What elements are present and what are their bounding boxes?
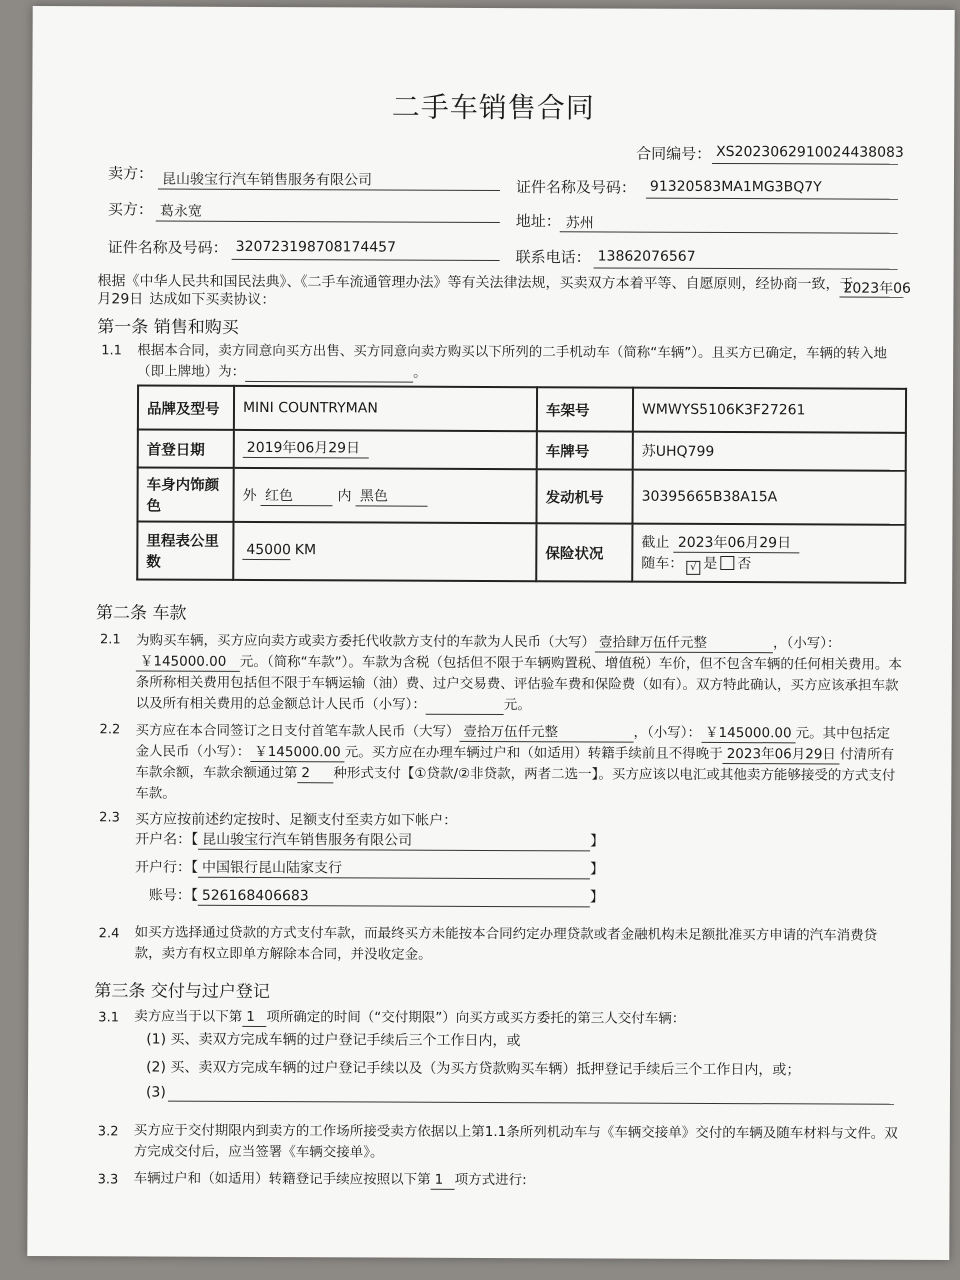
contract-number-underline: [712, 163, 898, 165]
insurance-until: 2023年06月29日: [674, 534, 800, 553]
intro-text: 根据《中华人民共和国民法典》、《二手车流通管理办法》等有关法律法规，买卖双方本着平等、自愿原则，经协商一致，于: [97, 273, 854, 293]
contract-number-label: 合同编号：: [636, 144, 712, 163]
address: 苏州: [565, 215, 594, 232]
intro-text-2: 达成如下买卖协议：: [149, 291, 276, 309]
balance-due-date: 2023年06月29日: [723, 746, 840, 765]
account-name-line: [135, 828, 604, 851]
delivery-option-3-blank: [168, 1101, 894, 1105]
article-3-heading: 第三条 交付与过户登记: [94, 981, 270, 1003]
account-number: 526168406683: [198, 888, 590, 908]
brand-value: MINI COUNTRYMAN: [234, 386, 537, 431]
account-name-bracket-left: 【: [191, 831, 199, 848]
insurance-until-line: [641, 531, 896, 553]
account-number-label: 账号：: [148, 887, 191, 904]
clause-3-3-a: 车辆过户和（如适用）转籍登记手续应按照以下第: [133, 1170, 431, 1188]
clause-2-3-number: 2.3: [99, 810, 120, 826]
mileage-unit: KM: [294, 542, 317, 559]
price-amount: ￥145000.00: [136, 653, 240, 671]
delivery-option-3: (3): [145, 1084, 166, 1101]
contract-page: [27, 6, 954, 1260]
vin-value: WMWYS5106K3F27261: [633, 388, 906, 433]
seller-underline: [158, 189, 500, 191]
account-number-line: [149, 885, 604, 908]
account-number-bracket-left: 【: [190, 887, 198, 904]
phone-label: 联系电话：: [515, 248, 591, 267]
clause-2-1-d: 元。: [503, 697, 531, 714]
vin-label: 车架号: [537, 387, 633, 431]
transfer-option-number: 1: [431, 1172, 455, 1190]
clause-2-2-number: 2.2: [99, 722, 121, 738]
buyer-id: 320723198708174457: [235, 238, 397, 256]
no-label: 否: [737, 555, 752, 572]
clause-2-4-text: 如买方选择通过贷款的方式支付车款，而最终买方未能按本合同约定办理贷款或者金融机构未足额批准买方申请的汽车消费贷款，卖方有权立即单方解除本合同，并没收定金。: [134, 924, 878, 963]
clause-2-1-number: 2.1: [99, 632, 121, 648]
article-2-heading: 第二条 车款: [96, 603, 187, 624]
clause-3-2-text: 买方应于交付期限内到卖方的工作场所接受卖方依据以上第1.1条所列机动车与《车辆交接单》交付的车辆及随车材料与文件。双方完成交付后，应当签署《车辆交接单》。: [133, 1122, 898, 1161]
exterior-color: 红色: [261, 487, 333, 505]
clause-2-2-c: 元。其中包括定金人民币（小写）：: [135, 725, 891, 760]
insurance-with-car-label: 随车：: [641, 555, 684, 572]
registration-date-cell: [234, 430, 537, 469]
clause-2-2-b: ，（小写）：: [633, 724, 702, 741]
bank-name: 中国银行昆山陆家支行: [198, 860, 590, 880]
registration-place-blank: [245, 364, 413, 383]
first-payment-amount: ￥145000.00: [701, 725, 796, 743]
buyer-name: 葛永宽: [159, 203, 202, 220]
clause-3-1-a: 卖方应当于以下第: [134, 1008, 243, 1025]
seller-id-label: 证件名称及号码：: [515, 178, 636, 197]
first-payment-uppercase: 壹拾万伍仟元整: [460, 724, 634, 743]
clause-1-1-body: 根据本合同，卖方同意向买方出售、买方同意向卖方购买以下所列的二手机动车（简称“车辆”）。且买方已确定，车辆的转入地（即上牌地）为：: [137, 342, 888, 380]
clause-2-1-c: 元。（简称“车款”）。车款为含税（包括但不限于车辆购置税、增值税）车价，但不包含车辆的任何相关费用。本条所称相关费用包括但不限于车辆运输（油）费、过户交易费、评估验车费和保险费（如有）。双方特此确认，买方应该承担车款以及所有相关费用的总金额总计人民币（小写）：: [135, 653, 902, 713]
clause-2-2-e: 付清所有车款余额，车款余额通过第: [135, 746, 894, 782]
clause-2-4-number: 2.4: [98, 926, 120, 942]
mileage-label: 里程表公里数: [137, 521, 233, 579]
document-title: 二手车销售合同: [391, 90, 595, 125]
buyer-underline: [156, 221, 500, 224]
clause-2-1-a: 为购买车辆，买方应向卖方或卖方委托代收款方支付的车款为人民币（大写）: [135, 632, 595, 651]
vehicle-table: [136, 384, 907, 583]
clause-3-1-b: 项所确定的时间（“交付期限”）向买方或买方委托的第三人交付车辆：: [266, 1009, 686, 1027]
phone-underline: [594, 267, 898, 269]
account-name: 昆山骏宝行汽车销售服务有限公司: [198, 832, 590, 852]
clause-3-1-number: 3.1: [98, 1010, 120, 1026]
bank-bracket-left: 【: [190, 859, 199, 876]
vehicle-row-3: [137, 467, 905, 524]
clause-2-1-b: ，（小写）：: [772, 635, 841, 652]
account-name-bracket-right: 】: [590, 833, 605, 850]
insurance-cell: [632, 524, 905, 583]
clause-2-2-f: 种形式支付【①贷款/②非贷款，两者二选一】。买方应该以电汇或其他卖方能够接受的方式支付车款。: [135, 765, 896, 802]
clause-2-1-text: [136, 630, 902, 717]
clause-3-3-number: 3.3: [97, 1172, 119, 1188]
clause-1-1-text: [137, 340, 897, 385]
payment-method-number: 2: [297, 765, 333, 783]
delivery-option-2: (2) 买、卖双方完成车辆的过户登记手续以及（为买方贷款购买车辆）抵押登记手续后三个工作日内，或；: [146, 1059, 801, 1079]
engine-label: 发动机号: [536, 469, 632, 523]
clause-3-1-text: [134, 1006, 900, 1030]
delivery-option-number: 1: [242, 1009, 266, 1027]
intro-date-day: 月29日: [97, 291, 144, 308]
brand-label: 品牌及型号: [138, 385, 234, 429]
price-uppercase: 壹拾肆万伍仟元整: [595, 634, 773, 653]
insurance-label: 保险状况: [536, 523, 632, 581]
color-label: 车身内饰颜色: [137, 467, 233, 521]
bank-bracket-right: 】: [589, 861, 605, 878]
delivery-option-1: (1) 买、卖双方完成车辆的过户登记手续后三个工作日内，或: [146, 1031, 521, 1050]
clause-3-2-number: 3.2: [97, 1124, 119, 1140]
mileage-cell: [233, 522, 536, 581]
seller-id: 91320583MA1MG3BQ7Y: [649, 178, 822, 196]
total-amount-blank: [426, 697, 504, 715]
seller-id-underline: [646, 198, 898, 200]
account-name-label: 开户名：: [135, 831, 192, 848]
address-label: 地址：: [515, 212, 561, 231]
vehicle-row-2: [138, 429, 906, 470]
plate-label: 车牌号: [537, 431, 633, 469]
clause-1-1-number: 1.1: [101, 343, 122, 359]
clause-2-2-d: 元。买方应在办理车辆过户和（如适用）转籍手续前且不得晚于: [344, 744, 723, 763]
deposit-amount: ￥145000.00: [250, 744, 345, 762]
insurance-until-prefix: 截止: [641, 534, 670, 551]
engine-value: 30395665B38A15A: [632, 470, 905, 525]
plate-value: 苏UHQ799: [633, 432, 906, 471]
clause-3-3-b: 项方式进行:: [454, 1171, 527, 1189]
interior-prefix: 内: [337, 487, 352, 504]
buyer-label: 买方：: [107, 200, 153, 219]
address-underline: [560, 231, 898, 233]
clause-3-3-text: [134, 1168, 900, 1192]
vehicle-row-4: [137, 521, 905, 582]
buyer-id-underline: [232, 259, 500, 261]
seller-label: 卖方：: [107, 164, 154, 183]
intro-date-underline: [839, 297, 903, 298]
clause-2-3-text: 买方应按前述约定按时、足额支付至卖方如下帐户：: [135, 811, 458, 829]
seller-name: 昆山骏宝行汽车销售服务有限公司: [161, 171, 373, 189]
vehicle-row-1: [138, 385, 906, 432]
phone: 13862076567: [597, 248, 696, 265]
account-number-bracket-right: 】: [589, 889, 604, 906]
clause-2-2-text: [135, 720, 901, 807]
insurance-with-car-line: [641, 552, 896, 575]
article-1-heading: 第一条 销售和购买: [97, 317, 239, 338]
no-checkbox[interactable]: [720, 555, 734, 569]
color-cell: [233, 468, 536, 523]
clause-1-1-period: 。: [413, 364, 427, 381]
bank-line: [135, 856, 604, 879]
clause-2-2-a: 买方应在本合同签订之日支付首笔车款人民币（大写）: [135, 722, 460, 740]
exterior-prefix: 外: [242, 487, 257, 504]
bank-label: 开户行：: [134, 859, 192, 876]
contract-number: XS2023062910024438083: [716, 143, 904, 161]
registration-date-label: 首登日期: [138, 429, 234, 467]
mileage-value: 45000: [242, 542, 290, 560]
yes-checkbox[interactable]: √: [686, 560, 700, 574]
intro-date-year: 2023年06: [843, 280, 911, 297]
yes-label: 是: [703, 555, 718, 572]
interior-color: 黑色: [356, 488, 428, 506]
registration-date: 2019年06月29日: [243, 440, 369, 459]
buyer-id-label: 证件名称及号码：: [107, 238, 228, 257]
